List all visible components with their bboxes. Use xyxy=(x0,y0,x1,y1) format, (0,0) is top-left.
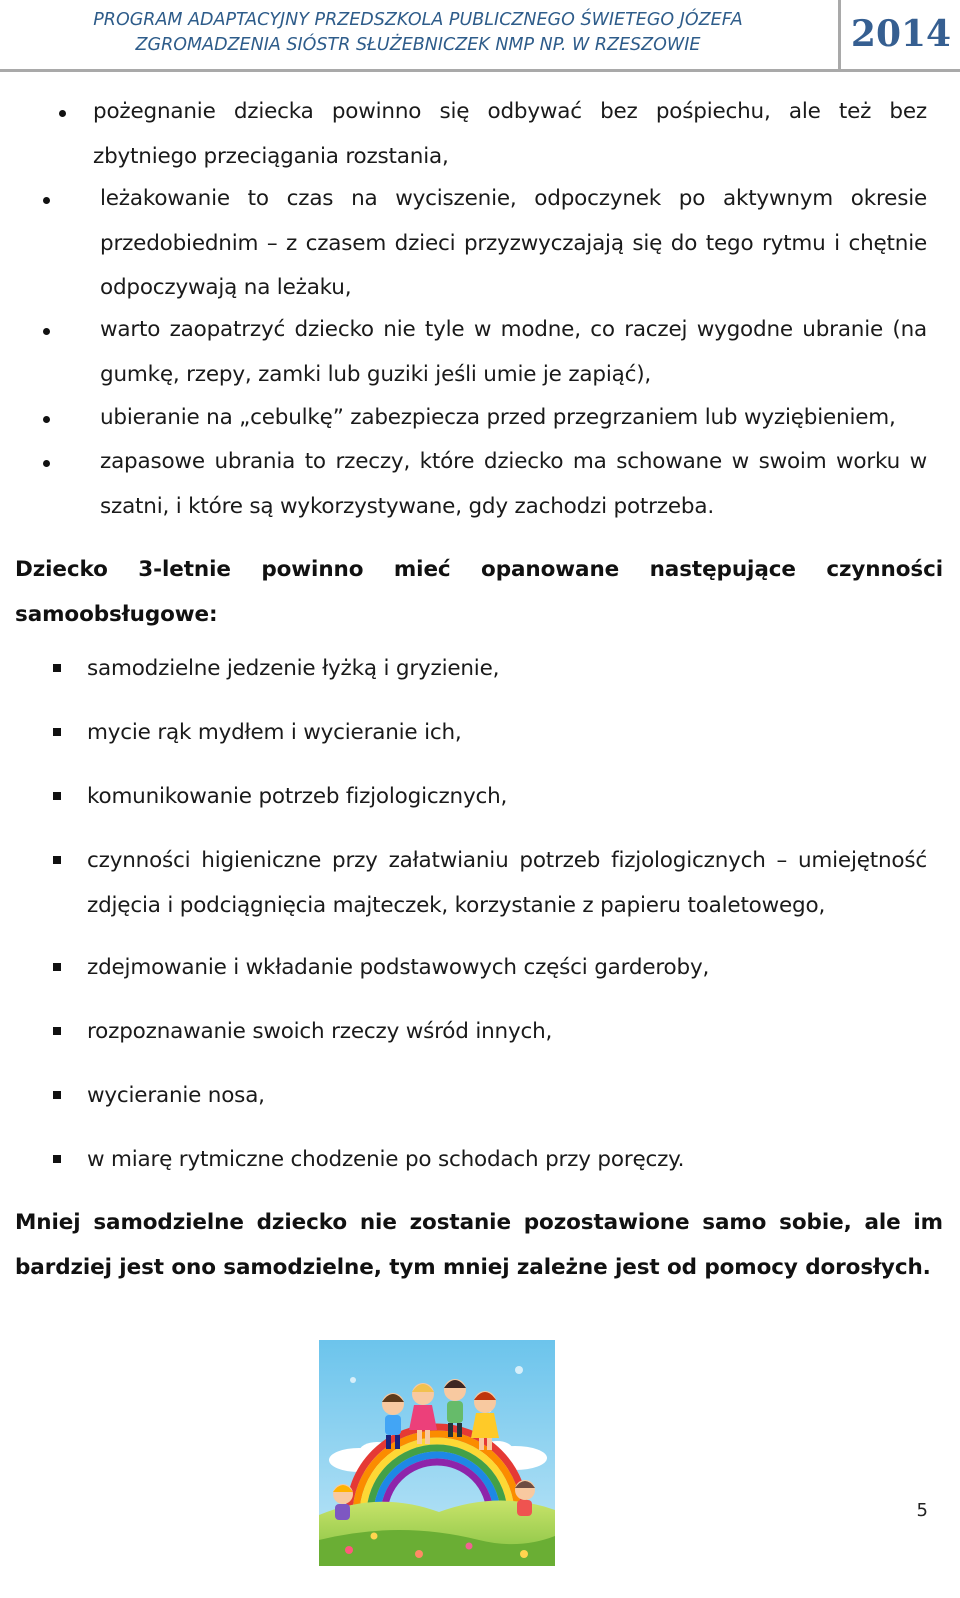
bullet-dot-icon xyxy=(59,110,66,117)
skills-list-item: wycieranie nosa, xyxy=(87,1083,265,1108)
page-number: 5 xyxy=(916,1500,928,1521)
header-divider xyxy=(838,0,841,70)
tips-list-item: zapasowe ubrania to rzeczy, które dziecko ma schowane w swoim worku w szatni, i które są wykorzystywane, gdy zachodzi potrzeba. xyxy=(100,449,927,519)
tips-list-item: leżakowanie to czas na wyciszenie, odpoczynek po aktywnym okresie przedobiednim – z czasem dzieci przyzwyczajają się do tego rytmu i chętnie odpoczywają na leżaku, xyxy=(100,186,927,300)
tips-list-item: pożegnanie dziecka powinno się odbywać bez pośpiechu, ale też bez zbytniego przeciągania rozstania, xyxy=(93,99,927,169)
skills-list-item: rozpoznawanie swoich rzeczy wśród innych, xyxy=(87,1019,553,1044)
bullet-square-icon xyxy=(53,1155,61,1163)
bullet-square-icon xyxy=(53,728,61,736)
skills-list-item: w miarę rytmiczne chodzenie po schodach przy poręczy. xyxy=(87,1147,685,1172)
bullet-dot-icon xyxy=(43,328,50,335)
skills-heading: Dziecko 3-letnie powinno mieć opanowane następujące czynności samoobsługowe: xyxy=(15,557,943,627)
header-title-line-1: PROGRAM ADAPTACYJNY PRZEDSZKOLA PUBLICZNEGO ŚWIETEGO JÓZEFA xyxy=(93,10,743,30)
skills-list-item: mycie rąk mydłem i wycieranie ich, xyxy=(87,720,462,745)
bullet-square-icon xyxy=(53,1091,61,1099)
tips-list-item: warto zaopatrzyć dziecko nie tyle w modne, co raczej wygodne ubranie (na gumkę, rzepy, zamki lub guziki jeśli umie je zapiąć), xyxy=(100,317,927,387)
page-header xyxy=(0,0,960,74)
closing-statement: Mniej samodzielne dziecko nie zostanie pozostawione samo sobie, ale im bardziej jest ono samodzielne, tym mniej zależne jest od pomocy dorosłych. xyxy=(15,1210,943,1280)
header-title xyxy=(0,8,836,58)
bullet-dot-icon xyxy=(43,460,50,467)
tips-list-item: ubieranie na „cebulkę” zabezpiecza przed przegrzaniem lub wyziębieniem, xyxy=(100,405,896,430)
bullet-square-icon xyxy=(53,1027,61,1035)
header-title-line-2: ZGROMADZENIA SIÓSTR SŁUŻEBNICZEK NMP NP. W RZESZOWIE xyxy=(135,35,701,55)
header-year: 2014 xyxy=(850,13,952,55)
bullet-dot-icon xyxy=(43,197,50,204)
skills-list-item: samodzielne jedzenie łyżką i gryzienie, xyxy=(87,656,500,681)
skills-list-item: zdejmowanie i wkładanie podstawowych części garderoby, xyxy=(87,955,710,980)
bullet-square-icon xyxy=(53,792,61,800)
bullet-dot-icon xyxy=(43,416,50,423)
children-rainbow-illustration xyxy=(319,1340,555,1566)
bullet-square-icon xyxy=(53,664,61,672)
bullet-square-icon xyxy=(53,856,61,864)
skills-list-item: czynności higieniczne przy załatwianiu potrzeb fizjologicznych – umiejętność zdjęcia i podciągnięcia majteczek, korzystanie z papieru toaletowego, xyxy=(87,848,927,918)
header-rule xyxy=(0,69,960,72)
skills-list-item: komunikowanie potrzeb fizjologicznych, xyxy=(87,784,508,809)
bullet-square-icon xyxy=(53,963,61,971)
